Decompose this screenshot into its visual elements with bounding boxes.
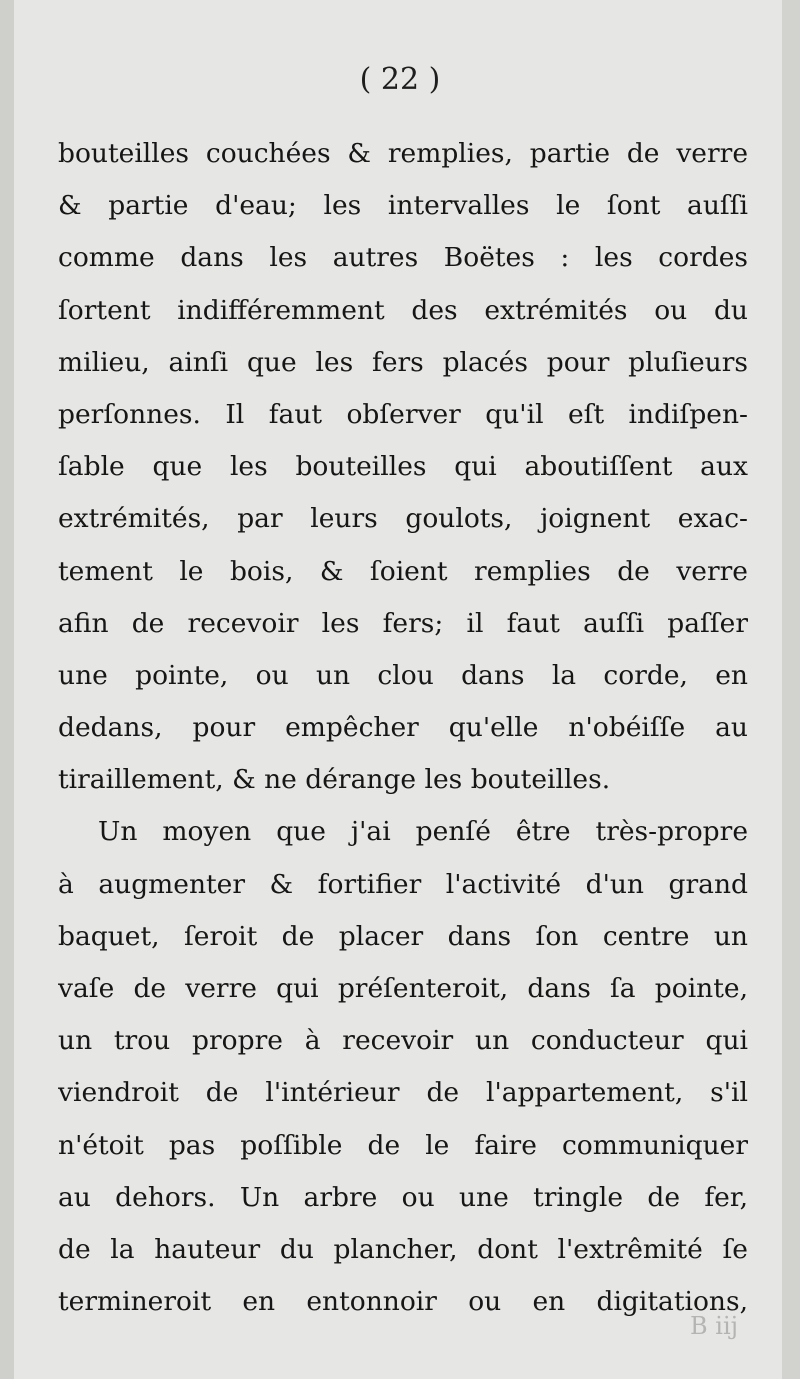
printer-signature: B iij bbox=[690, 1312, 739, 1340]
text-line: Un moyen que j'ai penſé être très-propre bbox=[98, 816, 748, 848]
text-line: extrémités, par leurs goulots, joignent exac- bbox=[58, 503, 748, 535]
text-line: perſonnes. Il faut obſerver qu'il eſt indiſpen- bbox=[58, 398, 748, 430]
text-line: afin de recevoir les fers; il faut auſſi paſſer bbox=[58, 607, 748, 639]
body-text bbox=[58, 128, 748, 1328]
text-line: milieu, ainſi que les fers placés pour pluſieurs bbox=[58, 346, 748, 378]
text-line: bouteilles couchées & remplies, partie de verre bbox=[58, 138, 748, 169]
text-line: termineroit en entonnoir ou en digitations, bbox=[58, 1286, 748, 1318]
text-line: comme dans les autres Boëtes : les cordes bbox=[58, 242, 748, 274]
text-line: n'étoit pas poſſible de le faire communiquer bbox=[58, 1129, 748, 1161]
page-number: ( 22 ) bbox=[359, 62, 441, 97]
text-line: au dehors. Un arbre ou une tringle de fer, bbox=[58, 1181, 748, 1213]
text-line: & partie d'eau; les intervalles le ſont auſſi bbox=[58, 190, 748, 222]
text-line: viendroit de l'intérieur de l'appartement, s'il bbox=[58, 1077, 748, 1109]
text-line: vaſe de verre qui préſenteroit, dans ſa pointe, bbox=[58, 973, 748, 1004]
text-line: dedans, pour empêcher qu'elle n'obéiſſe au bbox=[58, 712, 748, 744]
text-line: tiraillement, & ne dérange les bouteilles. bbox=[58, 764, 611, 796]
text-line: tement le bois, & ſoient remplies de verre bbox=[58, 555, 748, 587]
text-line: baquet, ſeroit de placer dans ſon centre un bbox=[58, 920, 748, 952]
text-line: une pointe, ou un clou dans la corde, en bbox=[58, 659, 748, 691]
text-line: ſortent indifféremment des extrémités ou du bbox=[58, 294, 748, 326]
text-line: de la hauteur du plancher, dont l'extrêmité ſe bbox=[58, 1233, 748, 1265]
page-left-edge bbox=[0, 0, 14, 1379]
text-line: à augmenter & fortifier l'activité d'un grand bbox=[58, 868, 748, 900]
text-line: un trou propre à recevoir un conducteur qui bbox=[58, 1025, 748, 1057]
text-line: ſable que les bouteilles qui aboutiſſent aux bbox=[58, 451, 748, 483]
page-right-edge bbox=[782, 0, 800, 1379]
